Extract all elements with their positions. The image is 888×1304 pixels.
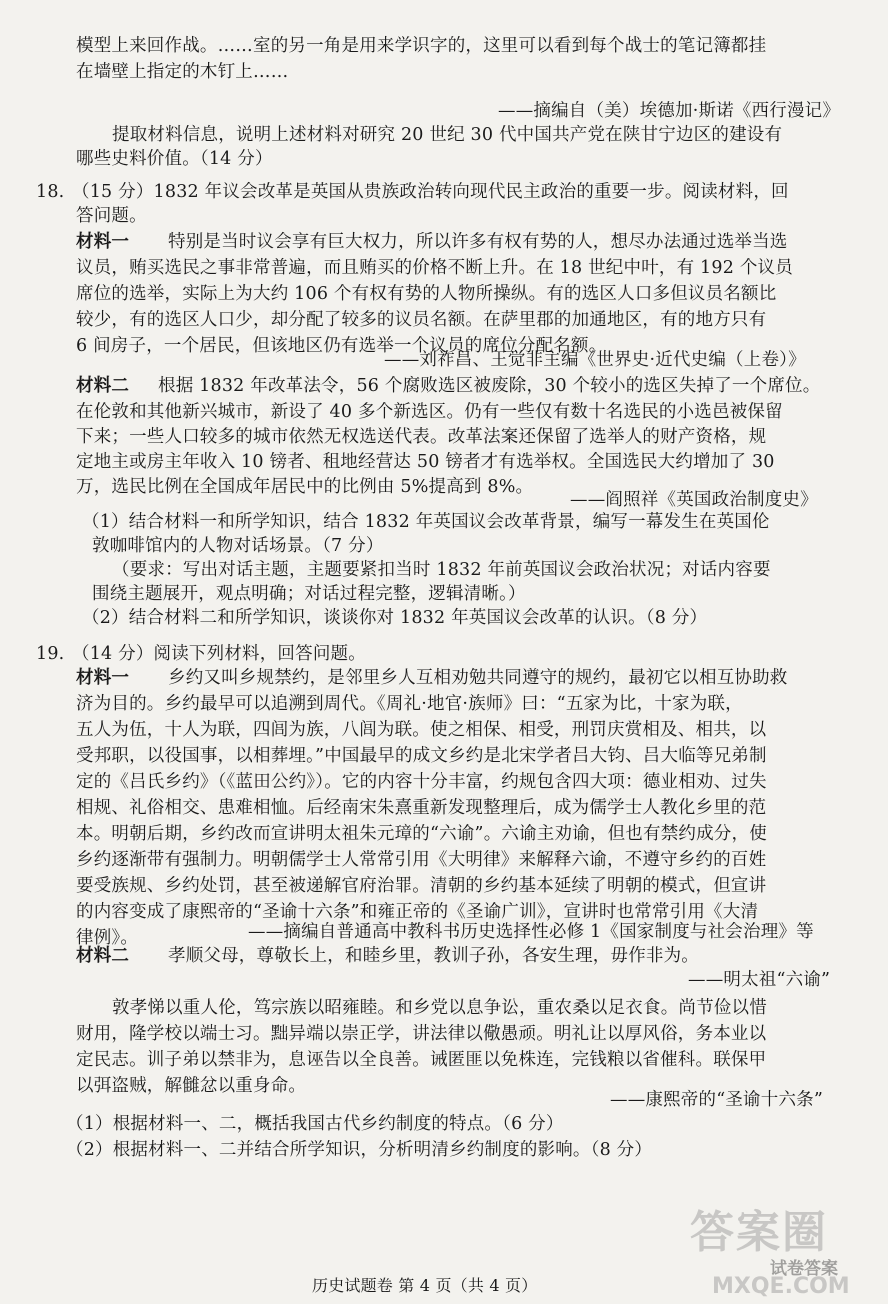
intro-line-2: 在墙壁上指定的木钉上…… [76,62,289,82]
q19-material-2-source-2: ——康熙帝的“圣谕十六条” [610,1090,823,1110]
intro-task-2: 哪些史料价值。（14 分） [76,149,273,169]
q18-material-1-line: 席位的选举，实际上为大约 106 个有权有势的人物所操纵。有的选区人口多但议员名额比 [76,284,777,304]
q19-material-2-label: 材料二 [76,946,130,966]
q18-material-1-label: 材料一 [76,232,130,252]
q19-material-1-label: 材料一 [76,668,130,688]
q18-material-1-line: 较少，有的选区人口少，却分配了较多的议员名额。在萨里郡的加通地区，有的地方只有 [76,310,767,330]
q18-sub-2: （2）结合材料二和所学知识，谈谈你对 1832 年英国议会改革的认识。（8 分） [82,608,708,628]
q19-sub-2: （2）根据材料一、二并结合所学知识，分析明清乡约制度的影响。（8 分） [66,1140,653,1160]
q19-number: 19. [36,644,65,664]
q19-material-1-line: 本。明朝后期，乡约改而宣讲明太祖朱元璋的“六谕”。六谕主劝谕，但也有禁约成分，使 [76,824,767,844]
q18-sub-1: （1）结合材料一和所学知识，结合 1832 年英国议会改革背景，编写一幕发生在英国伦 [82,512,770,532]
q18-material-2-source: ——阎照祥《英国政治制度史》 [570,490,818,510]
q19-material-1-line: 乡约又叫乡规禁约，是邻里乡人互相劝勉共同遵守的规约，最初它以相互协助救 [168,668,788,688]
q19-material-1-source: ——摘编自普通高中教科书历史选择性必修 1《国家制度与社会治理》等 [248,922,814,942]
intro-line-1: 模型上来回作战。……室的另一角是用来学识字的，这里可以看到每个战士的笔记簿都挂 [76,36,767,56]
q19-material-2-para: 以弭盗贼，解雠忿以重身命。 [76,1076,307,1096]
intro-task-1: 提取材料信息，说明上述材料对研究 20 世纪 30 代中国共产党在陕甘宁边区的建设有 [112,125,783,145]
q19-material-1-line: 的内容变成了康熙帝的“圣谕十六条”和雍正帝的《圣谕广训》，宣讲时也常常引用《大清 [76,902,759,922]
q18-material-2-line: 万，选民比例在全国成年居民中的比例由 5%提高到 8%。 [76,477,534,497]
q18-material-1-source: ——刘祚昌、王觉非主编《世界史·近代史编（上卷）》 [384,350,806,370]
watermark-logo: 答案圈 [690,1207,828,1258]
q19-material-1-line: 五人为伍，十人为联，四闾为族，八闾为联。使之相保、相受，刑罚庆赏相及、相共，以 [76,720,767,740]
q18-requirement-2: 围绕主题展开，观点明确；对话过程完整，逻辑清晰。） [92,584,526,604]
q18-material-2-line: 在伦敦和其他新兴城市，新设了 40 多个新选区。仍有一些仅有数十名选民的小选邑被保留 [76,402,783,422]
q19-material-1-line: 要受族规、乡约处罚，甚至被递解官府治罪。清朝的乡约基本延续了明朝的模式，但宣讲 [76,876,767,896]
q19-sub-1: （1）根据材料一、二，概括我国古代乡约制度的特点。（6 分） [66,1114,564,1134]
q19-material-2-para: 敦孝悌以重人伦，笃宗族以昭雍睦。和乡党以息争讼，重农桑以足衣食。尚节俭以惜 [112,998,767,1018]
q18-material-2-line: 定地主或房主年收入 10 镑者、租地经营达 50 镑者才有选举权。全国选民大约增加了 30 [76,452,775,472]
q19-material-1-line: 受邦职，以役国事，以相葬埋。”中国最早的成文乡约是北宋学者吕大钧、吕大临等兄弟制 [76,746,767,766]
q19-header: （14 分）阅读下列材料，回答问题。 [72,644,366,664]
q19-material-2-source-1: ——明太祖“六谕” [688,970,831,990]
intro-source: ——摘编自（美）埃德加·斯诺《西行漫记》 [498,101,841,121]
watermark-text: 试卷答案 [770,1259,838,1279]
q19-material-2-para: 财用，隆学校以端士习。黜异端以崇正学，讲法律以儆愚顽。明礼让以厚风俗，务本业以 [76,1024,767,1044]
q18-material-2-label: 材料二 [76,376,130,396]
q19-material-1-line: 乡约逐渐带有强制力。明朝儒学士人常常引用《大明律》来解释六谕，不遵守乡约的百姓 [76,850,767,870]
q18-material-2-line: 下来；一些人口较多的城市依然无权选送代表。改革法案还保留了选举人的财产资格，规 [76,427,767,447]
watermark-url: MXQE.COM [712,1274,850,1299]
q19-material-1-line: 定的《吕氏乡约》（《蓝田公约》）。它的内容十分丰富，约规包含四大项：德业相劝、过失 [76,772,767,792]
q18-material-1-line: 6 间房子，一个居民，但该地区仍有选举一个议员的席位分配名额。 [76,336,607,356]
q19-material-2-para: 定民志。训子弟以禁非为，息诬告以全良善。诫匿匪以免株连，完钱粮以省催科。联保甲 [76,1050,767,1070]
q18-number: 18. [36,182,65,202]
q19-material-1-line: 律例》。 [76,928,139,948]
q18-material-1-line: 议员，贿买选民之事非常普遍，而且贿买的价格不断上升。在 18 世纪中叶，有 192 个议员 [76,258,793,278]
page-footer: 历史试题卷 第 4 页（共 4 页） [312,1276,538,1295]
q19-material-1-line: 相规、礼俗相交、患难相恤。后经南宋朱熹重新发现整理后，成为儒学士人教化乡里的范 [76,798,767,818]
q18-header-2: 答问题。 [76,206,147,226]
q18-sub-1-cont: 敦咖啡馆内的人物对话场景。（7 分） [92,536,384,556]
q19-material-2-line: 孝顺父母，尊敬长上，和睦乡里，教训子孙，各安生理，毋作非为。 [168,946,699,966]
q18-material-1-line: 特别是当时议会享有巨大权力，所以许多有权有势的人，想尽办法通过选举当选 [168,232,788,252]
q19-material-1-line: 济为目的。乡约最早可以追溯到周代。《周礼·地官·族师》曰：“五家为比，十家为联， [76,694,743,714]
q18-material-2-line: 根据 1832 年改革法令，56 个腐败选区被废除，30 个较小的选区失掉了一个席位。 [158,376,821,396]
q18-requirement-1: （要求：写出对话主题，主题要紧扣当时 1832 年前英国议会政治状况；对话内容要 [112,560,771,580]
q18-header-1: （15 分）1832 年议会改革是英国从贵族政治转向现代民主政治的重要一步。阅读材料，回 [72,182,789,202]
